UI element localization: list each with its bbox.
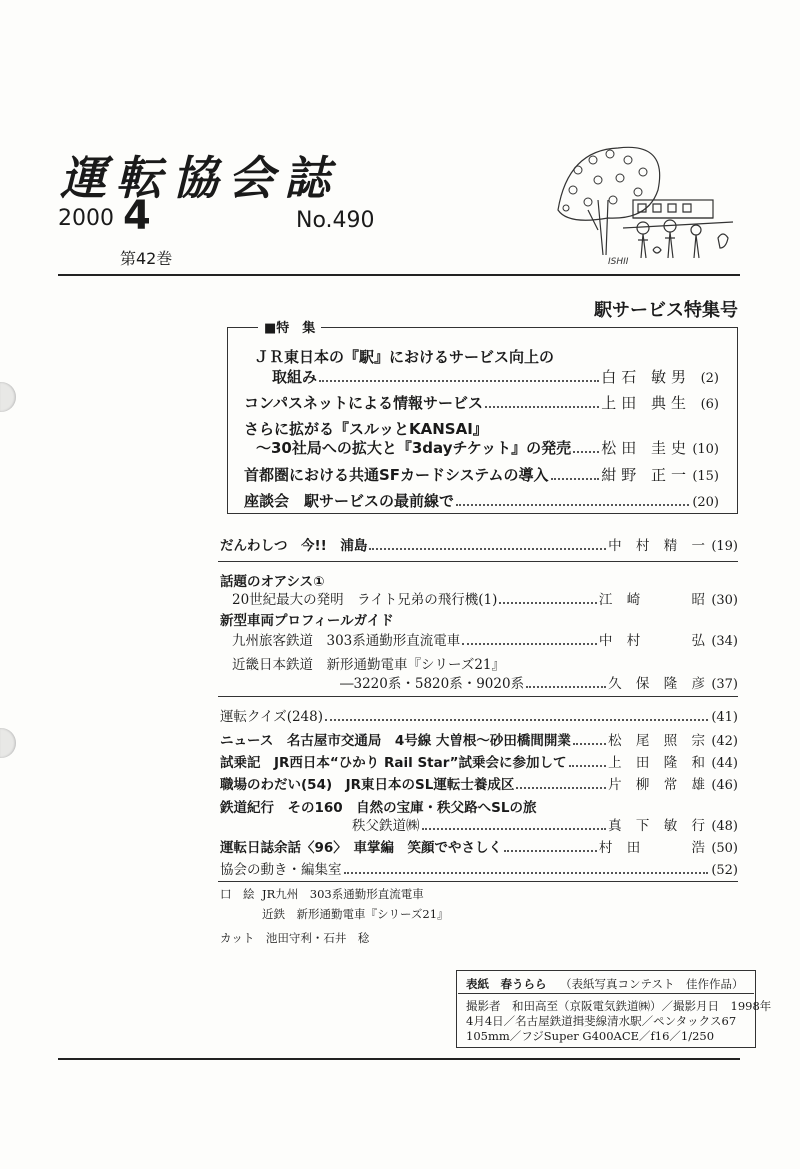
toc-entry[interactable] <box>220 705 738 725</box>
footer-rule <box>58 1058 740 1060</box>
cover-credit-line: 4月4日／名古屋鉄道揖斐線清水駅／ペンタックス67 <box>466 1014 737 1028</box>
toc-entry[interactable] <box>244 392 719 413</box>
toc-entry-page: (19) <box>711 539 738 554</box>
toc-entry-title: コンパスネットによる情報サービス <box>244 394 483 412</box>
cover-credit-line: 105mm／フジSuper G400ACE／f16／1/250 <box>466 1029 715 1043</box>
toc-entry-page: (15) <box>692 469 719 484</box>
toc-entry-title: 取組み <box>272 368 318 386</box>
toc-entry-title: 座談会 駅サービスの最前線で <box>244 492 455 510</box>
leader-dots <box>344 872 709 874</box>
special-issue-title: 駅サービス特集号 <box>594 300 738 321</box>
toc-entry[interactable] <box>232 629 738 649</box>
toc-entry-subtitle: ―3220系・5820系・9020系 <box>340 676 525 692</box>
toc-entry[interactable] <box>244 490 719 511</box>
section-rule <box>218 561 738 562</box>
toc-entry-author: 江 崎 昭 <box>598 592 710 608</box>
toc-entry-page: (44) <box>711 756 738 771</box>
toc-entry-title: 協会の動き・編集室 <box>220 862 342 878</box>
toc-entry-title: 首都圏における共通SFカードシステムの導入 <box>244 466 549 484</box>
toc-entry-title: 試乗記 JR西日本“ひかり Rail Star”試乗会に参加して <box>220 755 567 771</box>
frontispiece-item: 近鉄 新形通勤電車『シリーズ21』 <box>262 907 449 921</box>
magazine-title: 運転協会誌 <box>60 151 340 205</box>
section-rule <box>218 881 738 882</box>
toc-entry-page: (52) <box>711 863 738 878</box>
binder-hole <box>0 728 16 758</box>
toc-entry-subtitle: 秩父鉄道㈱ <box>352 818 420 834</box>
section-rule <box>218 696 738 697</box>
toc-entry-page: (10) <box>692 442 719 457</box>
toc-entry-title: 運転日誌余話〈96〉 車掌編 笑顔でやさしく <box>220 840 503 856</box>
toc-entry-author: 紺野 正一 <box>601 466 691 484</box>
toc-entry[interactable] <box>220 773 738 793</box>
toc-entry-author: 松 尾 照 宗 <box>608 733 710 749</box>
toc-entry-title: さらに拡がる『スルッとKANSAI』 <box>244 420 488 438</box>
cover-divider <box>458 993 754 994</box>
binder-hole <box>0 382 16 412</box>
toc-entry[interactable] <box>220 751 738 771</box>
leader-dots <box>516 787 606 789</box>
toc-entry[interactable] <box>340 672 738 692</box>
leader-dots <box>551 478 600 480</box>
toc-entry[interactable] <box>220 858 738 878</box>
toc-entry-title: ニュース 名古屋市交通局 4号線 大曽根～砂田橋間開業 <box>220 733 571 749</box>
toc-entry-title: 鉄道紀行 その160 自然の宝庫・秩父路へSLの旅 <box>220 800 537 816</box>
cover-label: 表紙 春うらら <box>466 977 547 991</box>
toc-entry-author: 片 柳 常 雄 <box>608 777 710 793</box>
toc-entry[interactable] <box>220 534 738 554</box>
toc-entry-page: (2) <box>700 371 719 386</box>
toc-entry-author: 真 下 敏 行 <box>608 818 710 834</box>
issue-month: 4 <box>123 193 151 239</box>
cover-credit-line: 撮影者 和田高至（京阪電気鉄道㈱）／撮影月日 1998年 <box>466 999 772 1013</box>
volume-number: 第42巻 <box>120 249 173 268</box>
toc-entry-author: 中 村 弘 <box>598 633 710 649</box>
leader-dots <box>569 765 607 767</box>
toc-entry-title: 職場のわだい(54) JR東日本のSL運転士養成区 <box>220 777 515 793</box>
leader-dots <box>573 743 606 745</box>
toc-entry[interactable] <box>220 836 738 856</box>
toc-entry-page: (42) <box>711 734 738 749</box>
leader-dots <box>462 643 597 645</box>
toc-entry-title: ＪＲ東日本の『駅』におけるサービス向上の <box>254 348 555 366</box>
toc-entry[interactable] <box>244 464 719 485</box>
leader-dots <box>325 719 708 721</box>
leader-dots <box>504 850 597 852</box>
issue-number: No.490 <box>296 208 375 233</box>
toc-entry-author: 中 村 精 一 <box>608 538 710 554</box>
toc-entry-page: (6) <box>700 397 719 412</box>
toc-entry[interactable] <box>220 729 738 749</box>
toc-entry-author: 上 田 隆 和 <box>608 755 710 771</box>
toc-entry-author: 久 保 隆 彦 <box>608 676 710 692</box>
cut-credit: カット 池田守利・石井 稔 <box>220 931 370 945</box>
leader-dots <box>573 451 599 453</box>
toc-entry-page: (48) <box>711 819 738 834</box>
toc-entry[interactable] <box>232 588 738 608</box>
frontispiece-item: JR九州 303系通勤形直流電車 <box>262 887 424 901</box>
toc-entry-author: 上田 典生 <box>601 394 691 412</box>
illustration-signature: ISHII <box>608 257 629 267</box>
section-heading: 新型車両プロフィールガイド <box>220 613 394 629</box>
toc-entry-page: (41) <box>711 710 738 725</box>
leader-dots <box>456 504 689 506</box>
toc-entry[interactable] <box>256 437 719 458</box>
leader-dots <box>369 548 606 550</box>
toc-entry[interactable] <box>272 366 719 387</box>
toc-entry-page: (20) <box>692 495 719 510</box>
special-feature-label: ■特 集 <box>258 317 321 336</box>
toc-entry-author: 松田 圭史 <box>601 439 691 457</box>
toc-entry-author: 白石 敏男 <box>601 368 691 386</box>
cover-note: （表紙写真コンテスト 佳作作品） <box>560 977 744 991</box>
toc-entry-title: 九州旅客鉄道 303系通勤形直流電車 <box>232 633 461 649</box>
issue-year: 2000 <box>58 206 114 231</box>
toc-entry-title: 運転クイズ(248) <box>220 709 323 725</box>
toc-entry-title: 近畿日本鉄道 新形通勤電車『シリーズ21』 <box>232 657 506 673</box>
toc-entry[interactable] <box>352 814 738 834</box>
toc-entry-page: (34) <box>711 634 738 649</box>
leader-dots <box>319 380 599 382</box>
section-heading: 話題のオアシス① <box>220 574 325 590</box>
toc-entry-subtitle: ～30社局への拡大と『3dayチケット』の発売 <box>256 439 572 457</box>
toc-entry-page: (50) <box>711 841 738 856</box>
frontispiece-label: 口 絵 <box>220 887 255 901</box>
toc-entry-title: 20世紀最大の発明 ライト兄弟の飛行機(1) <box>232 592 498 608</box>
leader-dots <box>526 686 606 688</box>
leader-dots <box>499 602 597 604</box>
toc-entry-author: 村 田 浩 <box>598 840 710 856</box>
header-rule <box>58 274 740 276</box>
toc-entry-page: (46) <box>711 778 738 793</box>
toc-entry-page: (37) <box>711 677 738 692</box>
leader-dots <box>422 828 607 830</box>
cherry-blossom-illustration <box>548 140 738 268</box>
toc-entry-page: (30) <box>711 593 738 608</box>
leader-dots <box>485 406 599 408</box>
toc-entry-title: だんわしつ 今!! 浦島 <box>220 538 368 554</box>
